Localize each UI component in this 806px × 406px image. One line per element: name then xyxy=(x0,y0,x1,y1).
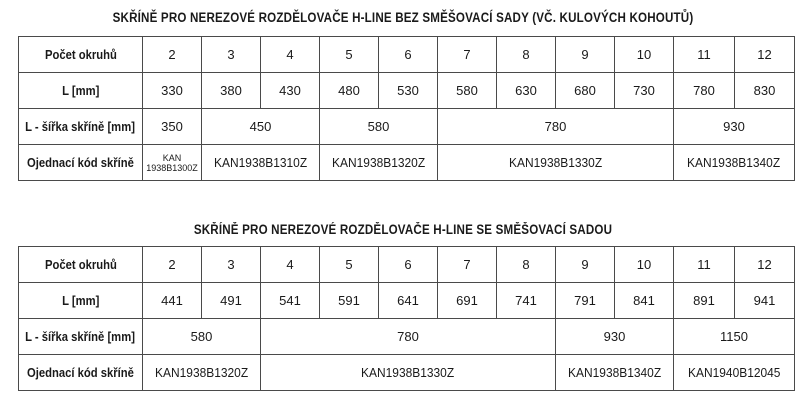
table1-row-width xyxy=(19,109,795,145)
circuit-cell: 5 xyxy=(320,37,379,73)
code-cell: KAN1938B1330Z xyxy=(438,145,674,181)
circuit-cell: 6 xyxy=(379,247,438,283)
row-header: Počet okruhů xyxy=(19,247,143,283)
width-cell: 930 xyxy=(556,319,674,355)
length-cell: 541 xyxy=(261,283,320,319)
table2-title: SKŘÍNĚ PRO NEREZOVÉ ROZDĚLOVAČE H-LINE SE SMĚŠOVACÍ SADOU xyxy=(193,222,613,237)
length-cell: 480 xyxy=(320,73,379,109)
code-cell: KAN1938B1340Z xyxy=(556,355,674,391)
table2 xyxy=(18,246,795,391)
table1-row-circuits xyxy=(19,37,795,73)
length-cell: 630 xyxy=(497,73,556,109)
length-cell: 780 xyxy=(674,73,735,109)
length-cell: 330 xyxy=(143,73,202,109)
length-cell: 641 xyxy=(379,283,438,319)
length-cell: 580 xyxy=(438,73,497,109)
circuit-cell: 5 xyxy=(320,247,379,283)
width-cell: 350 xyxy=(143,109,202,145)
table1-row-length xyxy=(19,73,795,109)
width-cell: 780 xyxy=(261,319,556,355)
circuit-cell: 7 xyxy=(438,247,497,283)
code-cell: KAN1938B1340Z xyxy=(674,145,795,181)
length-cell: 741 xyxy=(497,283,556,319)
circuit-cell: 8 xyxy=(497,247,556,283)
circuit-cell: 4 xyxy=(261,247,320,283)
circuit-cell: 2 xyxy=(143,247,202,283)
table2-row-length xyxy=(19,283,795,319)
circuit-cell: 11 xyxy=(674,247,735,283)
table1-row-code xyxy=(19,145,795,181)
length-cell: 680 xyxy=(556,73,615,109)
length-cell: 441 xyxy=(143,283,202,319)
table2-row-code xyxy=(19,355,795,391)
length-cell: 730 xyxy=(615,73,674,109)
length-cell: 830 xyxy=(735,73,795,109)
table1-title: SKŘÍNĚ PRO NEREZOVÉ ROZDĚLOVAČE H-LINE BEZ SMĚŠOVACÍ SADY (VČ. KULOVÝCH KOHOUTŮ) xyxy=(112,10,694,25)
length-cell: 691 xyxy=(438,283,497,319)
row-header: L - šířka skříně [mm] xyxy=(19,319,143,355)
circuit-cell: 10 xyxy=(615,37,674,73)
width-cell: 930 xyxy=(674,109,795,145)
circuit-cell: 2 xyxy=(143,37,202,73)
code-cell: KAN1938B1330Z xyxy=(261,355,556,391)
circuit-cell: 3 xyxy=(202,247,261,283)
length-cell: 941 xyxy=(735,283,795,319)
length-cell: 491 xyxy=(202,283,261,319)
code-cell: KAN 1938B1300Z xyxy=(143,145,202,181)
length-cell: 591 xyxy=(320,283,379,319)
row-header: Ojednací kód skříně xyxy=(19,355,143,391)
circuit-cell: 6 xyxy=(379,37,438,73)
row-header: Ojednací kód skříně xyxy=(19,145,143,181)
length-cell: 841 xyxy=(615,283,674,319)
code-cell: KAN1938B1310Z xyxy=(202,145,320,181)
circuit-cell: 7 xyxy=(438,37,497,73)
code-cell: KAN1938B1320Z xyxy=(320,145,438,181)
table2-row-width xyxy=(19,319,795,355)
length-cell: 530 xyxy=(379,73,438,109)
row-header: L [mm] xyxy=(19,73,143,109)
circuit-cell: 10 xyxy=(615,247,674,283)
width-cell: 780 xyxy=(438,109,674,145)
width-cell: 1150 xyxy=(674,319,795,355)
length-cell: 430 xyxy=(261,73,320,109)
circuit-cell: 11 xyxy=(674,37,735,73)
width-cell: 450 xyxy=(202,109,320,145)
table2-row-circuits xyxy=(19,247,795,283)
row-header: L [mm] xyxy=(19,283,143,319)
row-header: L - šířka skříně [mm] xyxy=(19,109,143,145)
width-cell: 580 xyxy=(320,109,438,145)
row-header: Počet okruhů xyxy=(19,37,143,73)
length-cell: 380 xyxy=(202,73,261,109)
circuit-cell: 9 xyxy=(556,247,615,283)
circuit-cell: 4 xyxy=(261,37,320,73)
circuit-cell: 12 xyxy=(735,247,795,283)
circuit-cell: 3 xyxy=(202,37,261,73)
length-cell: 891 xyxy=(674,283,735,319)
code-cell: KAN1938B1320Z xyxy=(143,355,261,391)
circuit-cell: 8 xyxy=(497,37,556,73)
width-cell: 580 xyxy=(143,319,261,355)
code-cell: KAN1940B12045 xyxy=(674,355,795,391)
circuit-cell: 12 xyxy=(735,37,795,73)
length-cell: 791 xyxy=(556,283,615,319)
circuit-cell: 9 xyxy=(556,37,615,73)
table1 xyxy=(18,36,795,181)
